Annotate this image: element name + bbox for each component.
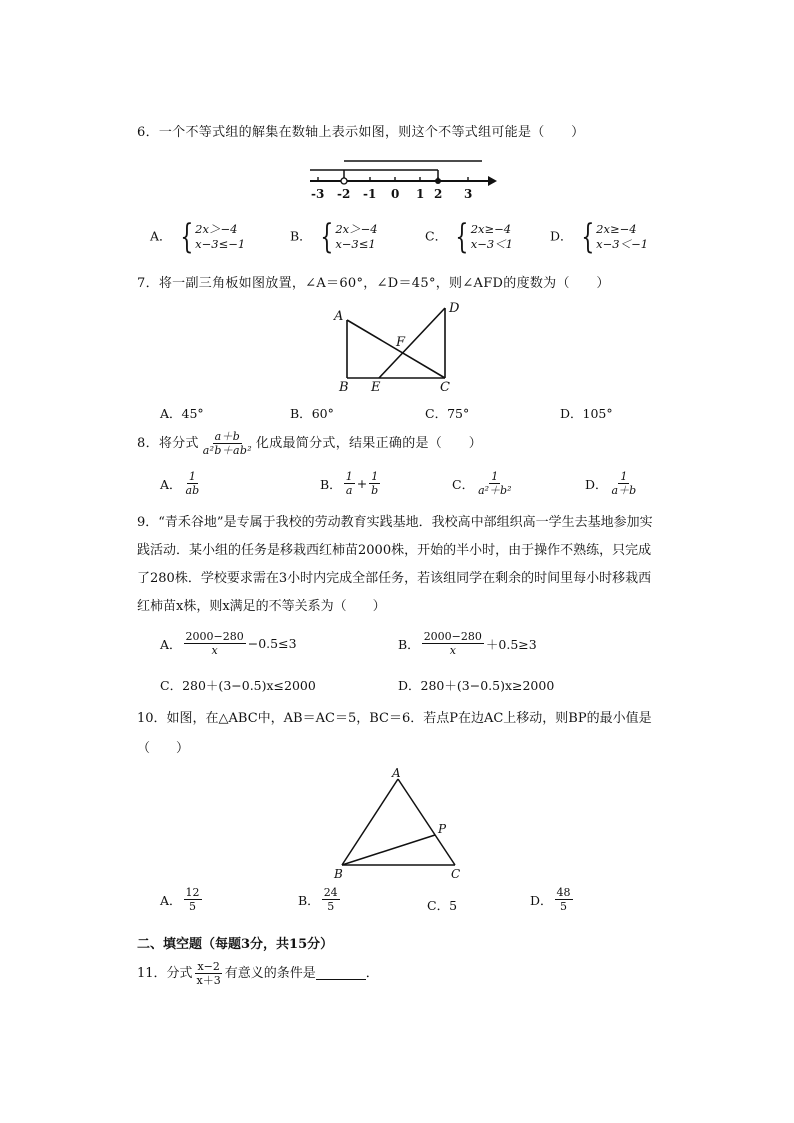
q10-option-c[interactable]: C．5 xyxy=(427,898,458,913)
q8-option-c[interactable]: C． $\frac{1}{\text{a²＋b²}}$ xyxy=(452,470,512,497)
number-line-arrow xyxy=(488,176,497,186)
q6-option-a[interactable]: A． { 2x＞−4 x−3≤−1 xyxy=(150,217,246,257)
tick-label: -1 xyxy=(363,187,377,201)
q10-line-2: （ ） xyxy=(137,741,190,756)
q10-option-d[interactable]: D． $\frac{48}{5}$ xyxy=(530,886,571,913)
q8-option-d[interactable]: D． $\frac{1}{a+b}$ xyxy=(585,470,637,497)
q11-stem: 11．分式 $\frac{x-2}{x+3}$ 有意义的条件是 ． xyxy=(137,960,379,987)
point-label-f: F xyxy=(396,335,406,350)
tick-label: 3 xyxy=(464,187,473,201)
segment-AC xyxy=(398,779,455,865)
tick-label: 2 xyxy=(434,187,443,201)
tick-label: -3 xyxy=(311,187,325,201)
q6-number-line xyxy=(300,155,500,201)
q7-option-c[interactable]: C．75° xyxy=(425,406,470,421)
q10-line-1: 10．如图，在△ABC中，AB＝AC＝5，BC＝6．若点P在边AC上移动，则BP的最小值是 xyxy=(137,711,652,726)
q8-option-a[interactable]: A． $\frac{1}{ab}$ xyxy=(160,470,200,497)
point-label-e: E xyxy=(371,380,381,395)
tick-label: -2 xyxy=(337,187,351,201)
closed-circle-2 xyxy=(435,178,441,184)
point-label-d: D xyxy=(449,301,460,316)
q6-option-b[interactable]: B． { 2x＞−4 x−3≤1 xyxy=(290,217,378,257)
point-label-c: C xyxy=(440,380,450,395)
q9-option-d[interactable]: D．280＋(3−0.5)x≥2000 xyxy=(398,678,555,693)
tick-label: 0 xyxy=(391,187,400,201)
q7-option-d[interactable]: D．105° xyxy=(560,406,613,421)
q9-option-b[interactable]: B． $\frac{2000-280}{x}$ ＋0.5≥3 xyxy=(398,630,537,657)
segment-AB xyxy=(342,779,398,865)
answer-blank[interactable] xyxy=(316,967,366,980)
segment-DE xyxy=(379,308,445,378)
q9-line-2: 践活动．某小组的任务是移栽西红柿苗2000株，开始的半小时，由于操作不熟练，只完成 xyxy=(137,543,652,558)
q7-option-a[interactable]: A．45° xyxy=(160,406,204,421)
q10-option-a[interactable]: A． $\frac{12}{5}$ xyxy=(160,886,200,913)
q8-stem: 8．将分式 $\frac{a+b}{\text{a²b＋ab²}}$ 化成最简分式，结果正确的是（ ） xyxy=(137,430,483,457)
q9-option-c[interactable]: C．280＋(3−0.5)x≤2000 xyxy=(160,678,316,693)
q9-line-3: 了280株．学校要求需在3小时内完成全部任务，若该组同学在剩余的时间里每小时移栽西 xyxy=(137,571,652,586)
q7-triangle-figure xyxy=(325,298,475,398)
segment-BP xyxy=(342,835,435,865)
q6-option-c[interactable]: C． { 2x≥−4 x−3＜1 xyxy=(425,217,513,257)
section-2-title: 二、填空题（每题3分，共15分） xyxy=(137,937,334,952)
q10-triangle-figure xyxy=(330,765,470,880)
q10-option-b[interactable]: B． $\frac{24}{5}$ xyxy=(298,886,338,913)
q6-option-d[interactable]: D． { 2x≥−4 x−3＜−1 xyxy=(550,217,649,257)
open-circle--2 xyxy=(341,178,347,184)
point-label-a: A xyxy=(392,766,401,780)
q7-option-b[interactable]: B．60° xyxy=(290,406,334,421)
q9-line-4: 红柿苗x株，则x满足的不等关系为（ ） xyxy=(137,599,386,614)
q6-stem: 6．一个不等式组的解集在数轴上表示如图，则这个不等式组可能是（ ） xyxy=(137,125,585,140)
q9-line-1: 9．“青禾谷地”是专属于我校的劳动教育实践基地．我校高中部组织高一学生去基地参加实 xyxy=(137,515,653,530)
point-label-b: B xyxy=(334,867,343,880)
point-label-b: B xyxy=(339,380,349,395)
point-label-a: A xyxy=(334,309,344,324)
q9-option-a[interactable]: A． $\frac{2000-280}{x}$ −0.5≤3 xyxy=(160,630,297,657)
point-label-p: P xyxy=(438,822,447,836)
tick-label: 1 xyxy=(416,187,425,201)
q7-stem: 7．将一副三角板如图放置，∠A＝60°，∠D＝45°，则∠AFD的度数为（ ） xyxy=(137,276,610,291)
point-label-c: C xyxy=(451,867,461,880)
q8-option-b[interactable]: B． $\frac{1}{a}$ + $\frac{1}{b}$ xyxy=(320,470,379,497)
